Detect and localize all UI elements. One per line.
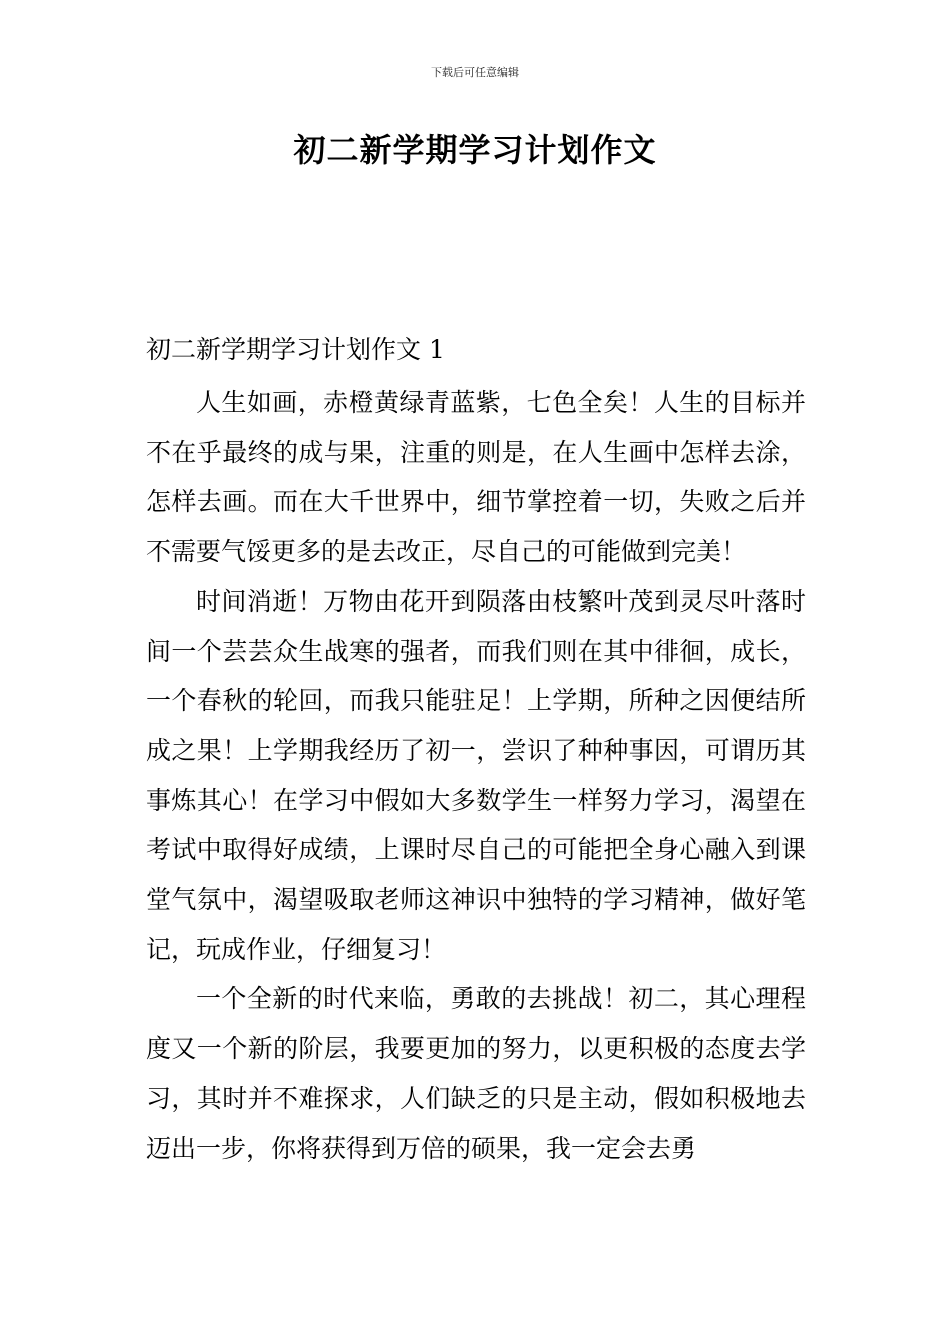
paragraph-1: 人生如画，赤橙黄绿青蓝紫，七色全矣！人生的目标并不在乎最终的成与果，注重的则是，在人生画中怎样去涂，怎样去画。而在大千世界中，细节掌控着一切，失败之后并不需要气馁更多的是去改正，尽自己的可能做到完美！ [146, 388, 806, 567]
paragraph-2: 时间消逝！万物由花开到陨落由枝繁叶茂到灵尽叶落时间一个芸芸众生战寒的强者，而我们则在其中徘徊，成长，一个春秋的轮回，而我只能驻足！上学期，所种之因便结所成之果！上学期我经历了初一，尝识了种种事因，可谓历其事炼其心！在学习中假如大多数学生一样努力学习，渴望在考试中取得好成绩，上课时尽自己的可能把全身心融入到课堂气氛中，渴望吸取老师这神识中独特的学习精神，做好笔记，玩成作业，仔细复习！ [146, 586, 806, 964]
document-body [146, 378, 806, 1173]
header-note: 下载后可任意编辑 [431, 66, 519, 79]
document-title: 初二新学期学习计划作文 [293, 131, 657, 169]
paragraph-3: 一个全新的时代来临，勇敢的去挑战！初二，其心理程度又一个新的阶层，我要更加的努力，以更积极的态度去学习，其时并不难探求，人们缺乏的只是主动，假如积极地去迈出一步，你将获得到万倍的硕果，我一定会去勇 [146, 984, 806, 1163]
section-heading: 初二新学期学习计划作文 1 [146, 335, 445, 364]
